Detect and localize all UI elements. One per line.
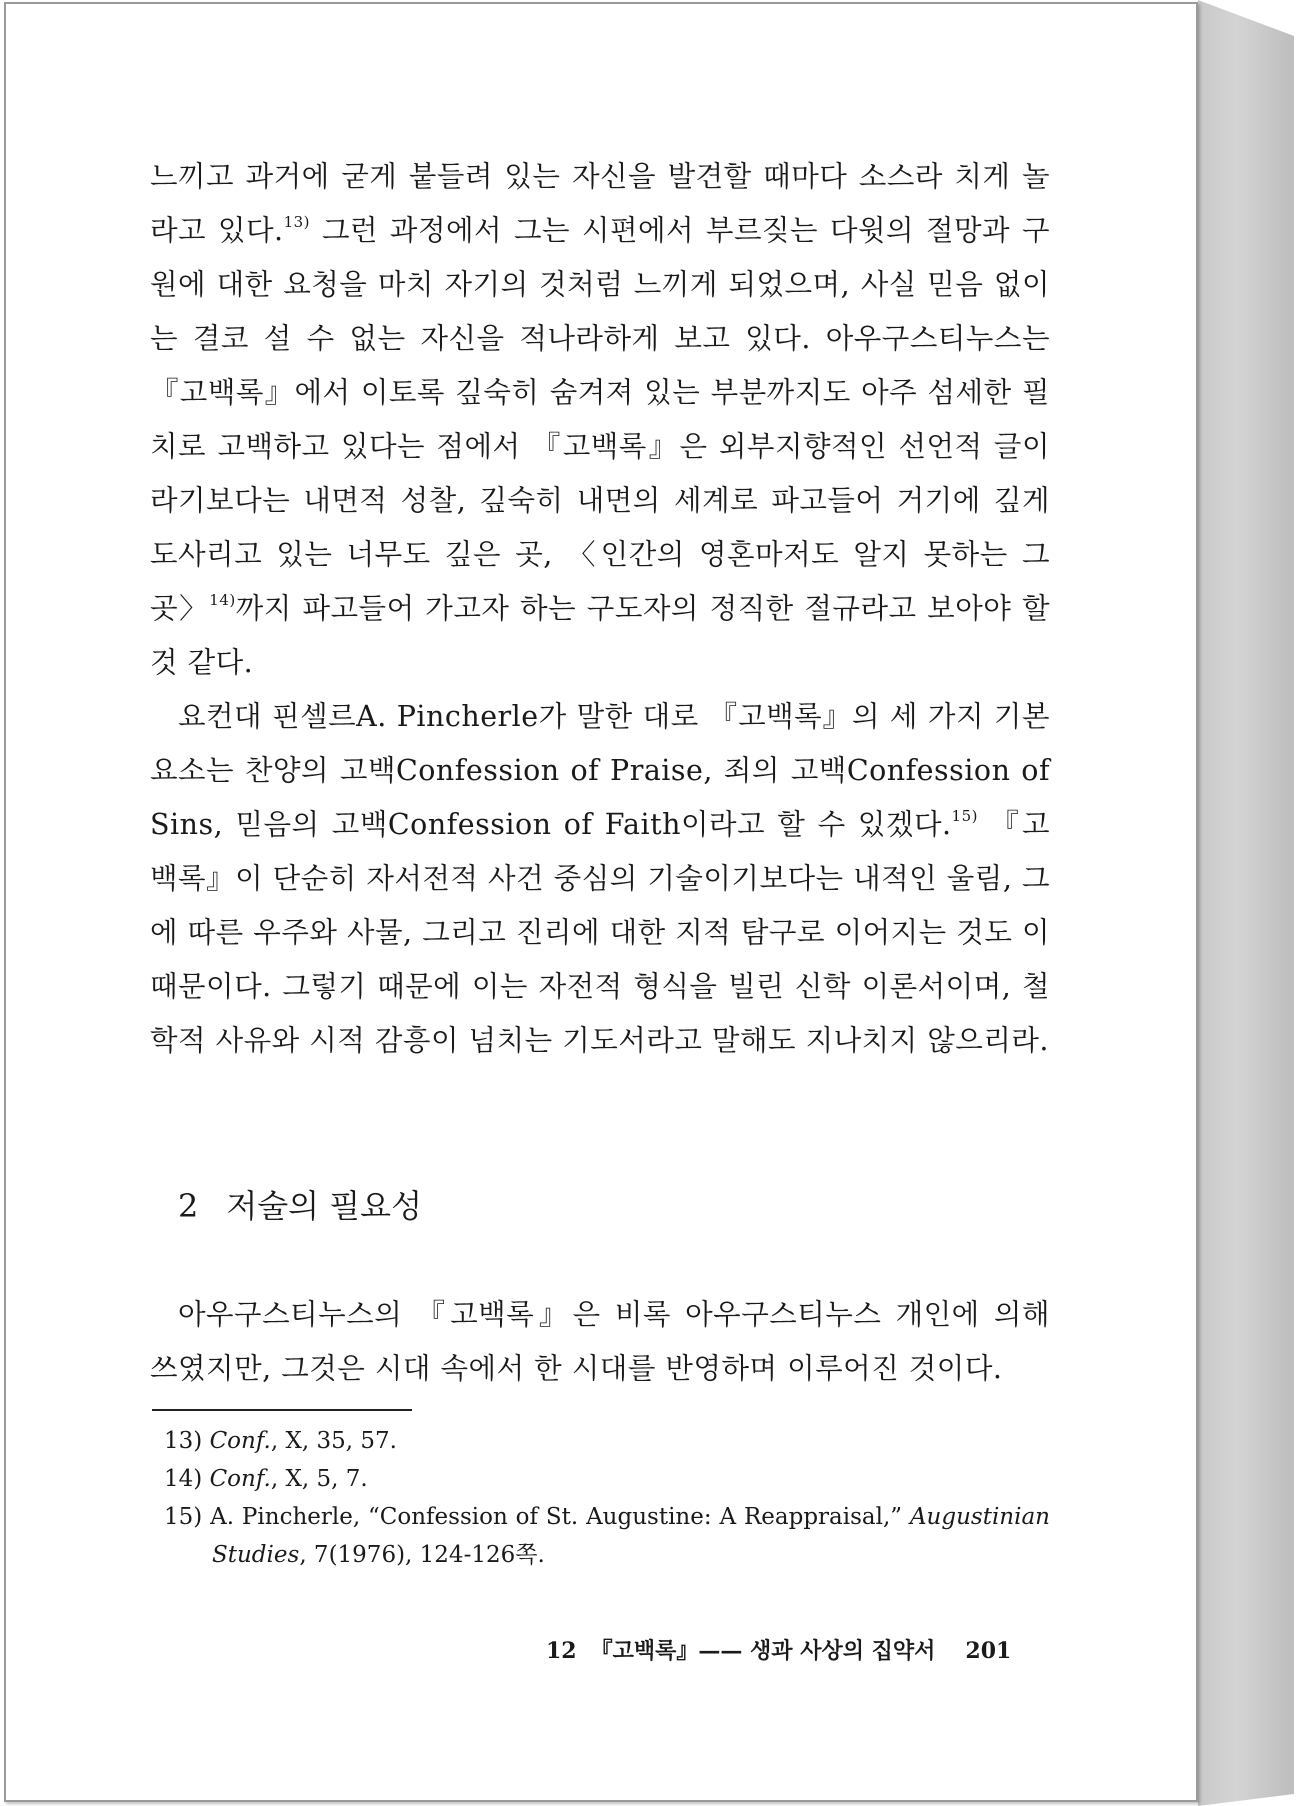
- paragraph-text: 요컨대 핀셀르A. Pincherle가 말한 대로 『고백록』의 세 가지 기본요소는 찬양의 고백Confession of Praise, 죄의 고백Confession of Sins, 믿음의 고백Confession of Faith이라고 할 수 있겠다.: [150, 700, 1050, 841]
- book-spine: [1198, 0, 1294, 1806]
- footnote-marker: 15): [951, 807, 978, 825]
- running-footer: [546, 1634, 1011, 1668]
- body-paragraph: [150, 150, 1050, 690]
- footnote-abbr: Conf.: [209, 1428, 271, 1454]
- body-text: [150, 150, 1050, 1068]
- paragraph-text: 『고백록』이 단순히 자서전적 사건 중심의 기술이기보다는 내적인 울림, 그에 따른 우주와 사물, 그리고 진리에 대한 지적 탐구로 이어지는 것도 이 때문이다. 그렇기 때문에 이는 자전적 형식을 빌린 신학 이론서이며, 철학적 사유와 시적 감흥이 넘치는 기도서라고 말해도 지나치지 않으리라.: [150, 808, 1050, 1057]
- section-heading: [178, 1182, 422, 1230]
- paragraph-text: 느끼고 과거에 굳게 붙들려 있는 자신을 발견할 때마다 소스라 치게 놀라고 있다.: [150, 160, 1050, 247]
- footnote-journal: Augustinian Studies: [212, 1504, 1050, 1568]
- footnote-15: 15) A. Pincherle, “Confession of St. Augustine: A Reappraisal,” Augustinian Studies, 7(1976), 124-126쪽.: [164, 1504, 1050, 1568]
- footnote-abbr: Conf.: [209, 1466, 271, 1492]
- footer-chapter-title: 『고백록』—— 생과 사상의 집약서: [590, 1638, 936, 1664]
- footnotes: [164, 1422, 1050, 1574]
- page-number: 201: [965, 1638, 1012, 1664]
- footnote-divider: [152, 1409, 412, 1411]
- footer-chapter-number: 12: [546, 1638, 577, 1664]
- footnote-13: 13) Conf., Ⅹ, 35, 57.: [164, 1428, 397, 1454]
- section-number: 2: [178, 1187, 199, 1225]
- body-paragraph: [150, 690, 1050, 1068]
- section-paragraph: 아우구스티누스의 『고백록』은 비록 아우구스티누스 개인에 의해 쓰였지만, 그것은 시대 속에서 한 시대를 반영하며 이루어진 것이다.: [150, 1298, 1050, 1385]
- footnote-14: 14) Conf., Ⅹ, 5, 7.: [164, 1466, 368, 1492]
- paragraph-text: 그런 과정에서 그는 시편에서 부르짖는 다윗의 절망과 구원에 대한 요청을 마치 자기의 것처럼 느끼게 되었으며, 사실 믿음 없이는 결코 설 수 없는 자신을 적나라하게 보고 있다. 아우구스티누스는 『고백록』에서 이토록 깊숙히 숨겨져 있는 부분까지도 아주 섬세한 필치로 고백하고 있다는 점에서 『고백록』은 외부지향적인 선언적 글이라기보다는 내면적 성찰, 깊숙히 내면의 세계로 파고들어 거기에 깊게 도사리고 있는 너무도 깊은 곳, 〈인간의 영혼마저도 알지 못하는 그 곳〉: [150, 214, 1050, 625]
- section-title: 저술의 필요성: [226, 1187, 423, 1225]
- footnote-marker: 14): [209, 591, 236, 609]
- paragraph-text: 까지 파고들어 가고자 하는 구도자의 정직한 절규라고 보아야 할 것 같다.: [150, 592, 1050, 679]
- book-page: [4, 2, 1198, 1802]
- footnote-marker: 13): [283, 213, 311, 231]
